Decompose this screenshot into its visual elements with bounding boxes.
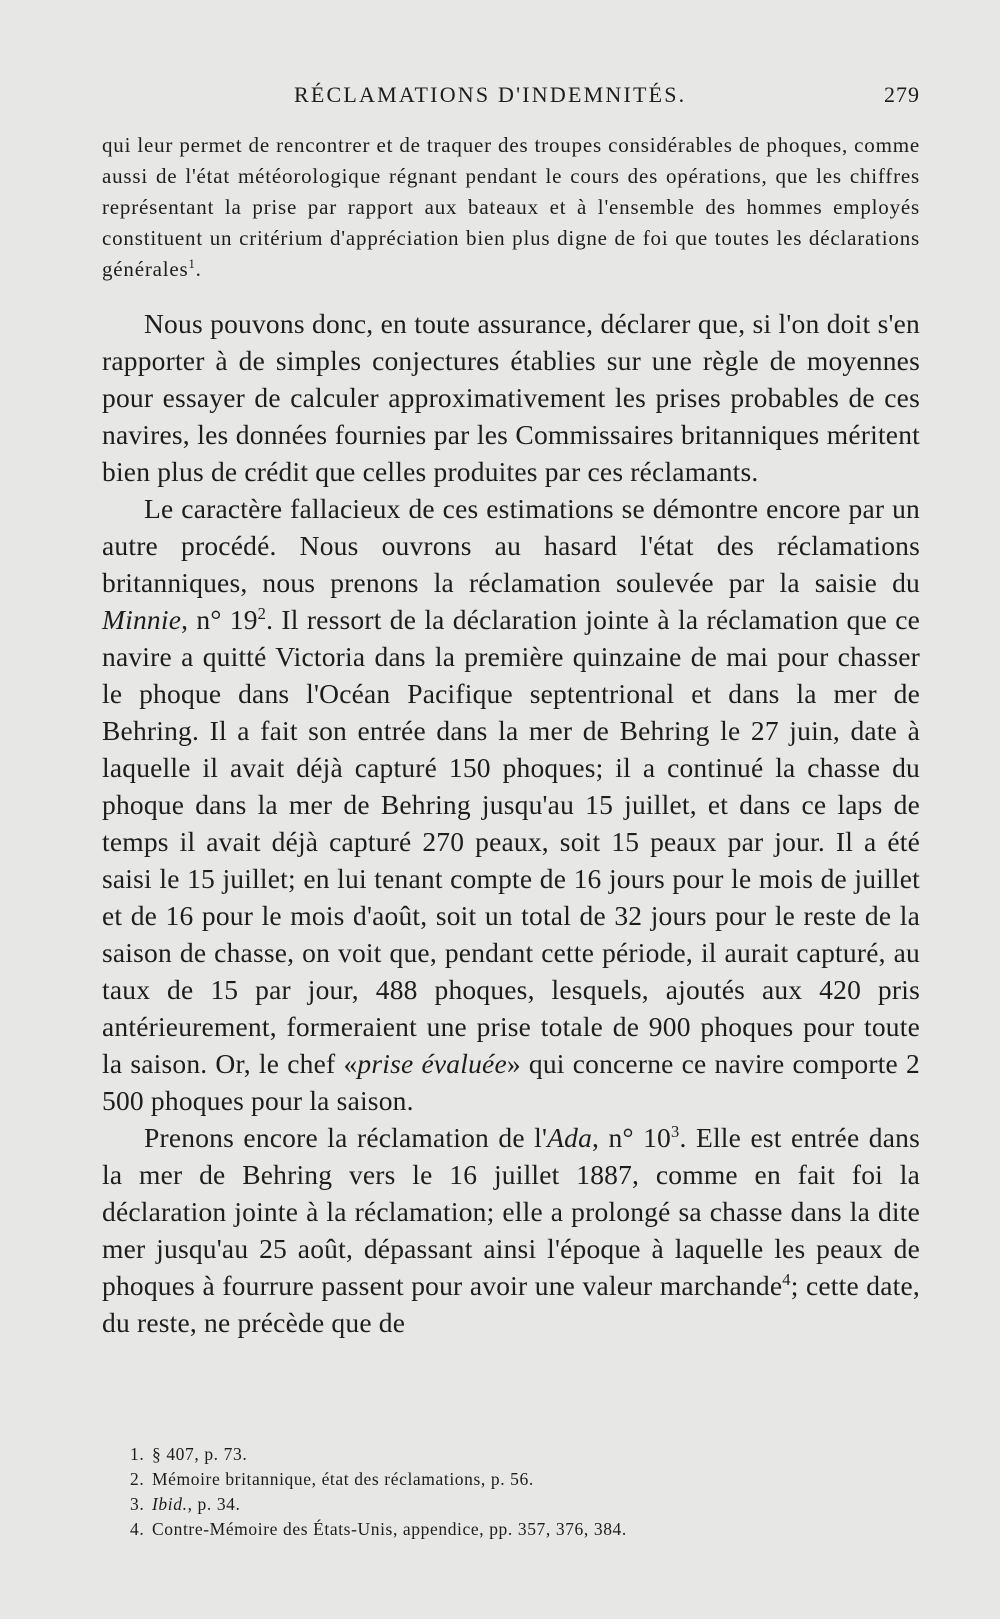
text-run: Mémoire britannique, état des réclamations, p. 56.	[152, 1469, 534, 1489]
text-run: § 407, p. 73.	[152, 1444, 248, 1464]
footnote-number: 4.	[130, 1519, 145, 1539]
italic-text: Minnie	[102, 604, 182, 635]
footnote-text	[152, 1444, 247, 1464]
italic-text: prise évaluée	[357, 1048, 507, 1079]
text-run: .	[195, 257, 202, 281]
page-header	[102, 76, 920, 110]
footnote	[130, 1517, 890, 1542]
body-text	[102, 130, 920, 1341]
footnote-reference: 4	[782, 1269, 791, 1289]
text-run: Le caractère fallacieux de ces estimations se démontre encore par un autre procédé. Nous ouvrons au hasard l'état des réclamations britanniques, nous prenons la réclamation soulevée par la saisie du	[102, 493, 920, 598]
paragraph	[102, 490, 920, 1119]
footnote-number: 1.	[130, 1444, 145, 1464]
text-run: Contre-Mémoire des États-Unis, appendice, pp. 357, 376, 384.	[152, 1519, 627, 1539]
footnote	[130, 1492, 890, 1517]
footnote-text	[152, 1519, 627, 1539]
text-run: qui leur permet de rencontrer et de traquer des troupes considérables de phoques, comme aussi de l'état météorologique régnant pendant le cours des opérations, que les chiffres représentant la prise par rapport aux bateaux et à l'ensemble des hommes employés constituent un critérium d'appréciation bien plus digne de foi que toutes les déclarations générales	[102, 133, 920, 281]
footnote	[130, 1467, 890, 1492]
paragraph	[102, 1119, 920, 1341]
text-run: » qui concerne ce navire comporte 2 500 phoques pour la saison.	[102, 1048, 920, 1116]
text-run: , n° 10	[592, 1122, 671, 1153]
footnote-reference: 3	[671, 1121, 680, 1141]
text-run: ; cette date, du reste, ne précède que de	[102, 1270, 920, 1338]
text-run: . Elle est entrée dans la mer de Behring vers le 16 juillet 1887, comme en fait foi la déclaration jointe à la réclamation; elle a prolongé sa chasse dans la dite mer jusqu'au 25 août, dépassant ainsi l'époque à laquelle les peaux de phoques à fourrure passent pour avoir une valeur marchande	[102, 1122, 920, 1301]
paragraph	[102, 130, 920, 285]
running-title: RÉCLAMATIONS D'INDEMNITÉS.	[294, 82, 687, 107]
footnote-reference: 2	[257, 603, 267, 623]
text-run: , n° 19	[181, 604, 258, 635]
footnote-text	[152, 1469, 534, 1489]
footnote-number: 3.	[130, 1494, 145, 1514]
paragraph	[102, 305, 920, 490]
footnote-text	[152, 1494, 241, 1514]
italic-text: Ibid.	[152, 1494, 188, 1514]
footnote	[130, 1442, 890, 1467]
text-run: . Il ressort de la déclaration jointe à la réclamation que ce navire a quitté Victoria dans la première quinzaine de mai pour chasser le phoque dans l'Océan Pacifique septentrional et dans la mer de Behring. Il a fait son entrée dans la mer de Behring le 27 juin, date à laquelle il avait déjà capturé 150 phoques; il a continué la chasse du phoque dans la mer de Behring jusqu'au 15 juillet, et dans ce laps de temps il avait déjà capturé 270 peaux, soit 15 peaux par jour. Il a été saisi le 15 juillet; en lui tenant compte de 16 jours pour le mois de juillet et de 16 pour le mois d'août, soit un total de 32 jours pour le reste de la saison de chasse, on voit que, pendant cette période, il aurait capturé, au taux de 15 par jour, 488 phoques, lesquels, ajoutés aux 420 pris antérieurement, formeraient une prise totale de 900 phoques pour toute la saison. Or, le chef «	[102, 604, 921, 1079]
text-run: Prenons encore la réclamation de l'	[144, 1122, 548, 1153]
footnotes	[130, 1442, 890, 1542]
italic-text: Ada	[547, 1122, 593, 1153]
text-run: , p. 34.	[187, 1494, 241, 1514]
footnote-number: 2.	[130, 1469, 145, 1489]
text-run: Nous pouvons donc, en toute assurance, déclarer que, si l'on doit s'en rapporter à de simples conjectures établies sur une règle de moyennes pour essayer de calculer approximativement les prises probables de ces navires, les données fournies par les Commissaires britanniques méritent bien plus de crédit que celles produites par ces réclamants.	[102, 308, 920, 487]
page-number: 279	[884, 82, 920, 107]
footnote-reference: 1	[188, 257, 196, 271]
